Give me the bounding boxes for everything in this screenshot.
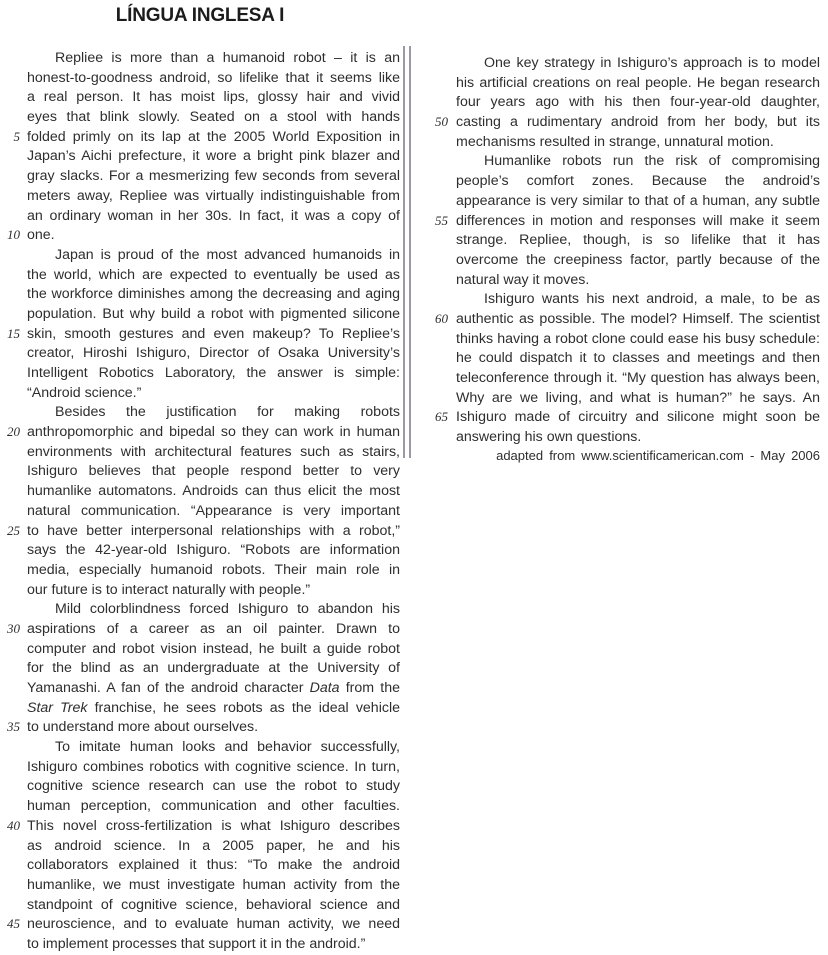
line-text: humanlike, we must investigate human activity from the [27, 876, 400, 893]
line-number [0, 640, 20, 660]
page-title: LÍNGUA INGLESA I [115, 5, 285, 26]
line-text: one. [27, 227, 55, 244]
line-number [420, 290, 448, 310]
text-line [420, 231, 820, 251]
line-number [0, 344, 20, 364]
line-number [420, 192, 448, 212]
line-text: computer and robot vision instead, he built a guide robot [27, 640, 400, 657]
line-number: 45 [7, 916, 20, 932]
line-text: our future is to interact naturally with people.” [27, 581, 311, 598]
line-number [0, 797, 20, 817]
line-number [0, 758, 20, 778]
line-text: Mild colorblindness forced Ishiguro to abandon his [55, 601, 400, 618]
line-text: natural communication. “Appearance is very important [27, 502, 400, 519]
line-text: his artificial creations on real people. He began research [456, 74, 820, 91]
text-line [420, 192, 820, 212]
text-line [0, 699, 400, 719]
text-line [420, 251, 820, 271]
line-number [420, 349, 448, 369]
line-text: cognitive science research can use the robot to study [27, 778, 400, 795]
line-text: as android science. In a 2005 paper, he and his [27, 837, 400, 854]
line-number [420, 231, 448, 251]
text-line [0, 266, 400, 286]
line-number [0, 896, 20, 916]
line-number [0, 777, 20, 797]
line-text: casting a rudimentary android from her body, but its [456, 114, 820, 131]
text-line [0, 147, 400, 167]
line-text: Japan is proud of the most advanced humanoids in [55, 246, 400, 263]
line-text: Ishiguro believes that people respond better to very [27, 463, 400, 480]
line-number [420, 152, 448, 172]
text-line [0, 69, 400, 89]
line-number: 15 [7, 325, 20, 341]
line-number: 10 [7, 227, 20, 243]
line-text: collaborators explained it thus: “To make the android [27, 857, 400, 874]
text-line [0, 856, 400, 876]
line-text: natural way it moves. [456, 271, 590, 288]
line-number [0, 246, 20, 266]
text-line [420, 389, 820, 409]
text-line [0, 777, 400, 797]
line-number [0, 88, 20, 108]
text-line [0, 167, 400, 187]
line-number: 40 [7, 817, 20, 833]
line-number [0, 305, 20, 325]
text-line [0, 344, 400, 364]
line-number: 20 [7, 424, 20, 440]
line-number: 60 [435, 310, 448, 326]
line-number [0, 738, 20, 758]
line-text: overcome the creepiness factor, partly because of the [456, 251, 820, 268]
line-number [0, 856, 20, 876]
line-text: humanlike automatons. Androids can thus elicit the most [27, 483, 400, 500]
line-number [420, 54, 448, 74]
line-text: neuroscience, and to evaluate human activity, we need [27, 916, 400, 933]
line-number [0, 167, 20, 187]
line-text: appearance is very similar to that of a human, any subtle [456, 192, 820, 209]
line-number [0, 561, 20, 581]
line-text: to implement processes that support it in the android.” [27, 935, 366, 952]
line-number [0, 285, 20, 305]
line-text: human perception, communication and other faculties. [27, 798, 400, 815]
line-number [0, 935, 20, 955]
line-text: teleconference through it. “My question has always been, [456, 370, 820, 386]
text-line [0, 817, 400, 837]
column-divider [403, 46, 411, 458]
line-text: Ishiguro wants his next android, a male, to be as [484, 291, 820, 308]
text-line [420, 212, 820, 232]
line-number [0, 541, 20, 561]
text-line [0, 561, 400, 581]
line-text: anthropomorphic and bipedal so they can work in human [27, 424, 400, 441]
line-text: Ishiguro made of circuitry and silicone might soon be [456, 409, 820, 426]
line-text: standpoint of cognitive science, behavioral science and [27, 896, 400, 913]
line-number [0, 659, 20, 679]
line-text: folded primly on its lap at the 2005 World Exposition in [27, 128, 400, 145]
text-line [420, 152, 820, 172]
line-text: One key strategy in Ishiguro’s approach is to model [484, 55, 820, 71]
text-line [0, 423, 400, 443]
text-line [420, 349, 820, 369]
text-line [0, 88, 400, 108]
line-text: to understand more about ourselves. [27, 719, 259, 736]
text-line [0, 620, 400, 640]
text-line [0, 285, 400, 305]
text-line [0, 600, 400, 620]
line-text: answering his own questions. [456, 429, 642, 446]
text-line [0, 679, 400, 699]
line-text: says the 42-year-old Ishiguro. “Robots are information [27, 542, 400, 559]
line-number [0, 187, 20, 207]
text-line [0, 403, 400, 423]
line-text: four years ago with his then four-year-old daughter, [456, 94, 820, 111]
text-line [0, 325, 400, 345]
line-number [420, 389, 448, 409]
text-line [0, 49, 400, 69]
text-line [0, 226, 400, 246]
line-number [0, 108, 20, 128]
line-number [0, 581, 20, 601]
line-text: “Android science.” [27, 384, 142, 401]
line-text: population. But why build a robot with pigmented silicone [27, 305, 400, 322]
line-number [0, 49, 20, 69]
line-text: Ishiguro combines robotics with cognitive science. In turn, [27, 758, 400, 775]
line-text: the world, which are expected to eventually be used as [27, 266, 400, 283]
text-line [0, 876, 400, 896]
line-number: 5 [13, 128, 20, 144]
line-number [420, 428, 448, 448]
line-text: creator, Hiroshi Ishiguro, Director of Osaka University’s [27, 345, 400, 362]
text-line [0, 364, 400, 384]
text-line [0, 935, 400, 955]
line-text: honest-to-goodness android, so lifelike that it seems like [27, 69, 400, 86]
line-number: 65 [435, 409, 448, 425]
line-number [420, 251, 448, 271]
text-column-right [420, 54, 820, 448]
text-line [0, 758, 400, 778]
line-text: To imitate human looks and behavior successfully, [55, 739, 400, 756]
line-text: mechanisms resulted in strange, unnatural motion. [456, 133, 774, 150]
text-line [420, 113, 820, 133]
line-number [0, 207, 20, 227]
line-number [0, 679, 20, 699]
line-text: the workforce diminishes among the decreasing and aging [27, 286, 400, 303]
text-line [0, 462, 400, 482]
text-line [0, 246, 400, 266]
line-text: to have better interpersonal relationships with a robot,” [27, 522, 400, 539]
text-line [420, 172, 820, 192]
line-number: 55 [435, 212, 448, 228]
line-number [0, 384, 20, 404]
line-number: 50 [435, 114, 448, 130]
text-line [0, 659, 400, 679]
text-line [0, 482, 400, 502]
line-number [420, 369, 448, 389]
line-number [0, 876, 20, 896]
line-number: 25 [7, 522, 20, 538]
text-line [0, 718, 400, 738]
line-text: a real person. It has moist lips, glossy hair and vivid [27, 89, 400, 106]
line-text: Star Trek franchise, he sees robots as the ideal vehicle [27, 699, 400, 716]
text-line [0, 305, 400, 325]
line-text: an ordinary woman in her 30s. In fact, it was a copy of [27, 207, 400, 224]
line-number [0, 69, 20, 89]
line-number [0, 837, 20, 857]
text-line [0, 207, 400, 227]
text-line [0, 522, 400, 542]
text-line [0, 187, 400, 207]
text-line [0, 797, 400, 817]
line-number [420, 133, 448, 153]
line-number: 30 [7, 620, 20, 636]
line-text: differences in motion and responses will make it seem [456, 212, 820, 229]
line-number [420, 172, 448, 192]
text-line [420, 271, 820, 291]
line-text: gray slacks. For a mesmerizing few seconds from several [27, 168, 400, 185]
line-number [0, 462, 20, 482]
text-line [0, 581, 400, 601]
line-text: This novel cross-fertilization is what Ishiguro describes [27, 817, 400, 834]
line-number [0, 403, 20, 423]
line-text: skin, smooth gestures and even makeup? To Repliee’s [27, 325, 400, 342]
line-number [0, 266, 20, 286]
line-text: people’s comfort zones. Because the android’s [456, 173, 820, 190]
text-column-left [0, 49, 400, 955]
text-line [420, 133, 820, 153]
line-number [0, 699, 20, 719]
text-line [420, 290, 820, 310]
text-line [0, 837, 400, 857]
text-line [0, 915, 400, 935]
line-number [0, 600, 20, 620]
line-number [0, 364, 20, 384]
line-text: Japan’s Aichi prefecture, it wore a bright pink blazer and [27, 148, 400, 165]
line-number [420, 74, 448, 94]
line-text: aspirations of a career as an oil painter. Drawn to [27, 620, 400, 637]
text-line [0, 896, 400, 916]
line-text: meters away, Repliee was virtually indistinguishable from [27, 187, 400, 204]
line-text: eyes that blink slowly. Seated on a stool with hands [27, 109, 400, 126]
text-line [0, 384, 400, 404]
text-line [0, 640, 400, 660]
text-line [420, 93, 820, 113]
line-number [0, 147, 20, 167]
line-text: Humanlike robots run the risk of compromising [484, 153, 820, 170]
text-line [0, 108, 400, 128]
text-line [420, 408, 820, 428]
line-number [420, 271, 448, 291]
line-number [420, 93, 448, 113]
text-line [420, 310, 820, 330]
text-line [0, 443, 400, 463]
source-attribution: adapted from www.scientificamerican.com - May 2006 [496, 448, 820, 463]
text-line [0, 502, 400, 522]
text-line [0, 541, 400, 561]
line-text: thinks having a robot clone could ease his busy schedule: [456, 330, 820, 347]
line-number [420, 330, 448, 350]
line-text: for the blind as an undergraduate at the University of [27, 660, 400, 677]
line-text: Repliee is more than a humanoid robot – it is an [55, 50, 400, 66]
line-text: authentic as possible. The model? Himself. The scientist [456, 310, 820, 327]
line-text: media, especially humanoid robots. Their main role in [27, 561, 400, 578]
text-line [420, 369, 820, 389]
text-line [420, 54, 820, 74]
line-text: Yamanashi. A fan of the android character Data from the [27, 680, 400, 696]
line-number [0, 502, 20, 522]
line-number [0, 482, 20, 502]
line-text: strange. Repliee, though, is so lifelike that it has [456, 232, 820, 249]
line-text: he could dispatch it to classes and meetings and then [456, 350, 820, 367]
line-text: Besides the justification for making robots [55, 404, 400, 421]
text-line [0, 128, 400, 148]
text-line [0, 738, 400, 758]
line-text: environments with architectural features such as stairs, [27, 443, 400, 460]
line-text: Why are we living, and what is human?” he says. An [456, 389, 820, 406]
line-text: Intelligent Robotics Laboratory, the answer is simple: [27, 365, 400, 381]
text-line [420, 330, 820, 350]
text-line [420, 428, 820, 448]
line-number [0, 443, 20, 463]
text-line [420, 74, 820, 94]
line-number: 35 [7, 719, 20, 735]
